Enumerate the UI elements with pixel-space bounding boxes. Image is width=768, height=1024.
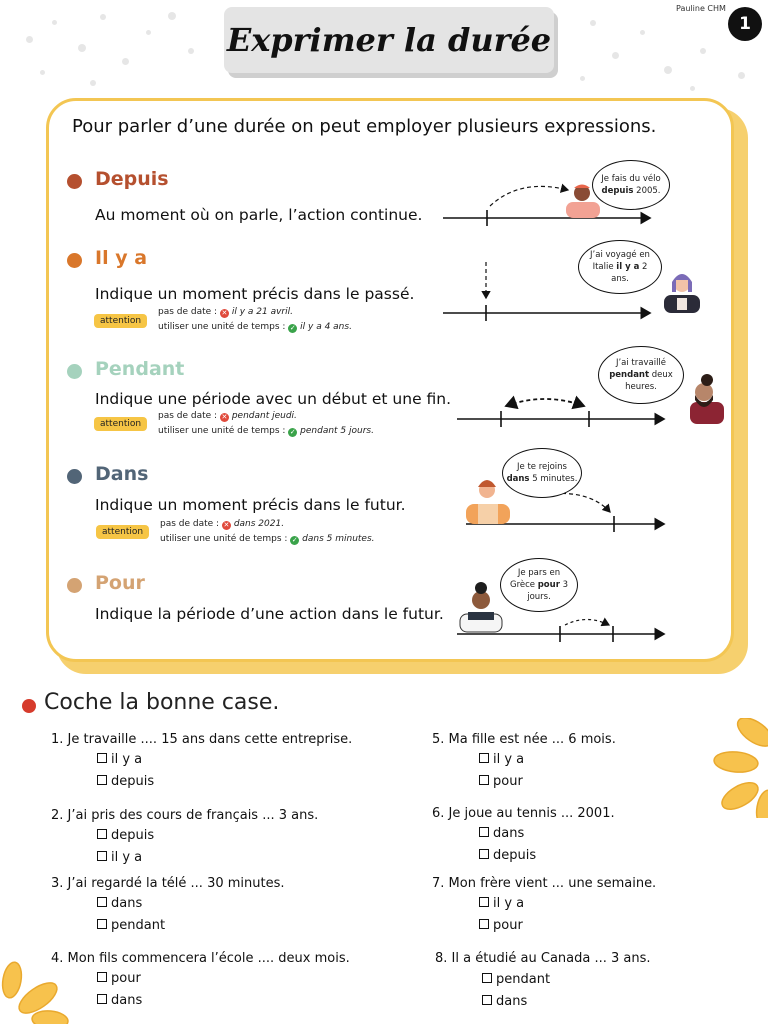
question-4: 4. Mon fils commencera l’école .... deux mois. — [51, 951, 350, 966]
flower-icon — [700, 718, 768, 818]
checkbox[interactable] — [97, 775, 107, 785]
checkbox[interactable] — [97, 972, 107, 982]
term-pendant: Pendant — [95, 358, 185, 380]
term-pour: Pour — [95, 572, 145, 594]
question-1: 1. Je travaille .... 15 ans dans cette entreprise. — [51, 732, 353, 747]
option-4b[interactable]: dans — [97, 993, 142, 1008]
term-dans: Dans — [95, 463, 149, 485]
desc-pour: Indique la période d’une action dans le futur. — [95, 605, 444, 623]
desc-dans: Indique un moment précis dans le futur. — [95, 496, 406, 514]
question-6: 6. Je joue au tennis ... 2001. — [432, 806, 615, 821]
option-6a[interactable]: dans — [479, 826, 524, 841]
option-6b[interactable]: depuis — [479, 848, 536, 863]
author-label: Pauline CHM — [676, 4, 726, 13]
checkbox[interactable] — [482, 995, 492, 1005]
speech-bubble-pour: Je pars en Grèce pour 3 jours. — [500, 558, 578, 612]
cross-icon: ✕ — [221, 309, 228, 317]
desc-il-y-a: Indique un moment précis dans le passé. — [95, 285, 415, 303]
checkbox[interactable] — [479, 849, 489, 859]
term-depuis: Depuis — [95, 168, 169, 190]
note-il-y-a: pas de date : ✕ il y a 21 avril. utiliser une unité de temps : ✓ il y a 4 ans. — [158, 307, 352, 332]
attention-badge: attention — [96, 525, 149, 539]
checkbox[interactable] — [97, 994, 107, 1004]
option-2b[interactable]: il y a — [97, 850, 142, 865]
speech-bubble-pendant: J’ai travaillé pendant deux heures. — [598, 346, 684, 404]
desc-depuis: Au moment où on parle, l’action continue. — [95, 206, 423, 224]
option-8a[interactable]: pendant — [482, 972, 550, 987]
checkbox[interactable] — [479, 753, 489, 763]
note-pendant: pas de date : ✕ pendant jeudi. utiliser une unité de temps : ✓ pendant 5 jours. — [158, 411, 374, 436]
person-icon — [690, 374, 724, 424]
attention-badge: attention — [94, 417, 147, 431]
option-8b[interactable]: dans — [482, 994, 527, 1009]
check-icon: ✓ — [289, 324, 296, 332]
option-5a[interactable]: il y a — [479, 752, 524, 767]
page-title: Exprimer la durée — [224, 7, 554, 73]
checkbox[interactable] — [479, 827, 489, 837]
option-1a[interactable]: il y a — [97, 752, 142, 767]
option-5b[interactable]: pour — [479, 774, 523, 789]
desc-pendant: Indique une période avec un début et une fin. — [95, 390, 452, 408]
checkbox[interactable] — [479, 919, 489, 929]
option-4a[interactable]: pour — [97, 971, 141, 986]
flower-icon — [0, 958, 70, 1024]
question-8: 8. Il a étudié au Canada ... 3 ans. — [435, 951, 651, 966]
checkbox[interactable] — [97, 851, 107, 861]
person-icon — [460, 582, 502, 632]
option-7b[interactable]: pour — [479, 918, 523, 933]
checkbox[interactable] — [97, 753, 107, 763]
option-3b[interactable]: pendant — [97, 918, 165, 933]
exercise-bullet — [22, 699, 36, 713]
question-2: 2. J’ai pris des cours de français ... 3 ans. — [51, 808, 319, 823]
checkbox[interactable] — [479, 897, 489, 907]
lesson-intro: Pour parler d’une durée on peut employer plusieurs expressions. — [72, 116, 657, 137]
checkbox[interactable] — [479, 775, 489, 785]
check-icon: ✓ — [291, 536, 298, 544]
option-3a[interactable]: dans — [97, 896, 142, 911]
question-5: 5. Ma fille est née ... 6 mois. — [432, 732, 616, 747]
speech-bubble-depuis: Je fais du vélo depuis 2005. — [592, 160, 670, 210]
exercise-title: Coche la bonne case. — [44, 690, 280, 715]
cross-icon: ✕ — [221, 413, 228, 421]
speech-bubble-dans: Je te rejoins dans 5 minutes. — [502, 448, 582, 498]
question-7: 7. Mon frère vient ... une semaine. — [432, 876, 657, 891]
option-2a[interactable]: depuis — [97, 828, 154, 843]
checkbox[interactable] — [97, 829, 107, 839]
speech-bubble-il-y-a: J’ai voyagé en Italie il y a 2 ans. — [578, 240, 662, 294]
person-icon — [466, 480, 510, 524]
check-icon: ✓ — [289, 428, 296, 436]
attention-badge: attention — [94, 314, 147, 328]
term-il-y-a: Il y a — [95, 247, 148, 269]
question-3: 3. J’ai regardé la télé ... 30 minutes. — [51, 876, 285, 891]
option-1b[interactable]: depuis — [97, 774, 154, 789]
note-dans: pas de date : ✕ dans 2021. utiliser une unité de temps : ✓ dans 5 minutes. — [160, 519, 375, 544]
page-number-badge: 1 — [728, 7, 762, 41]
checkbox[interactable] — [97, 919, 107, 929]
timeline-pendant — [457, 374, 724, 427]
checkbox[interactable] — [97, 897, 107, 907]
cross-icon: ✕ — [223, 521, 230, 529]
option-7a[interactable]: il y a — [479, 896, 524, 911]
checkbox[interactable] — [482, 973, 492, 983]
person-icon — [664, 274, 700, 313]
